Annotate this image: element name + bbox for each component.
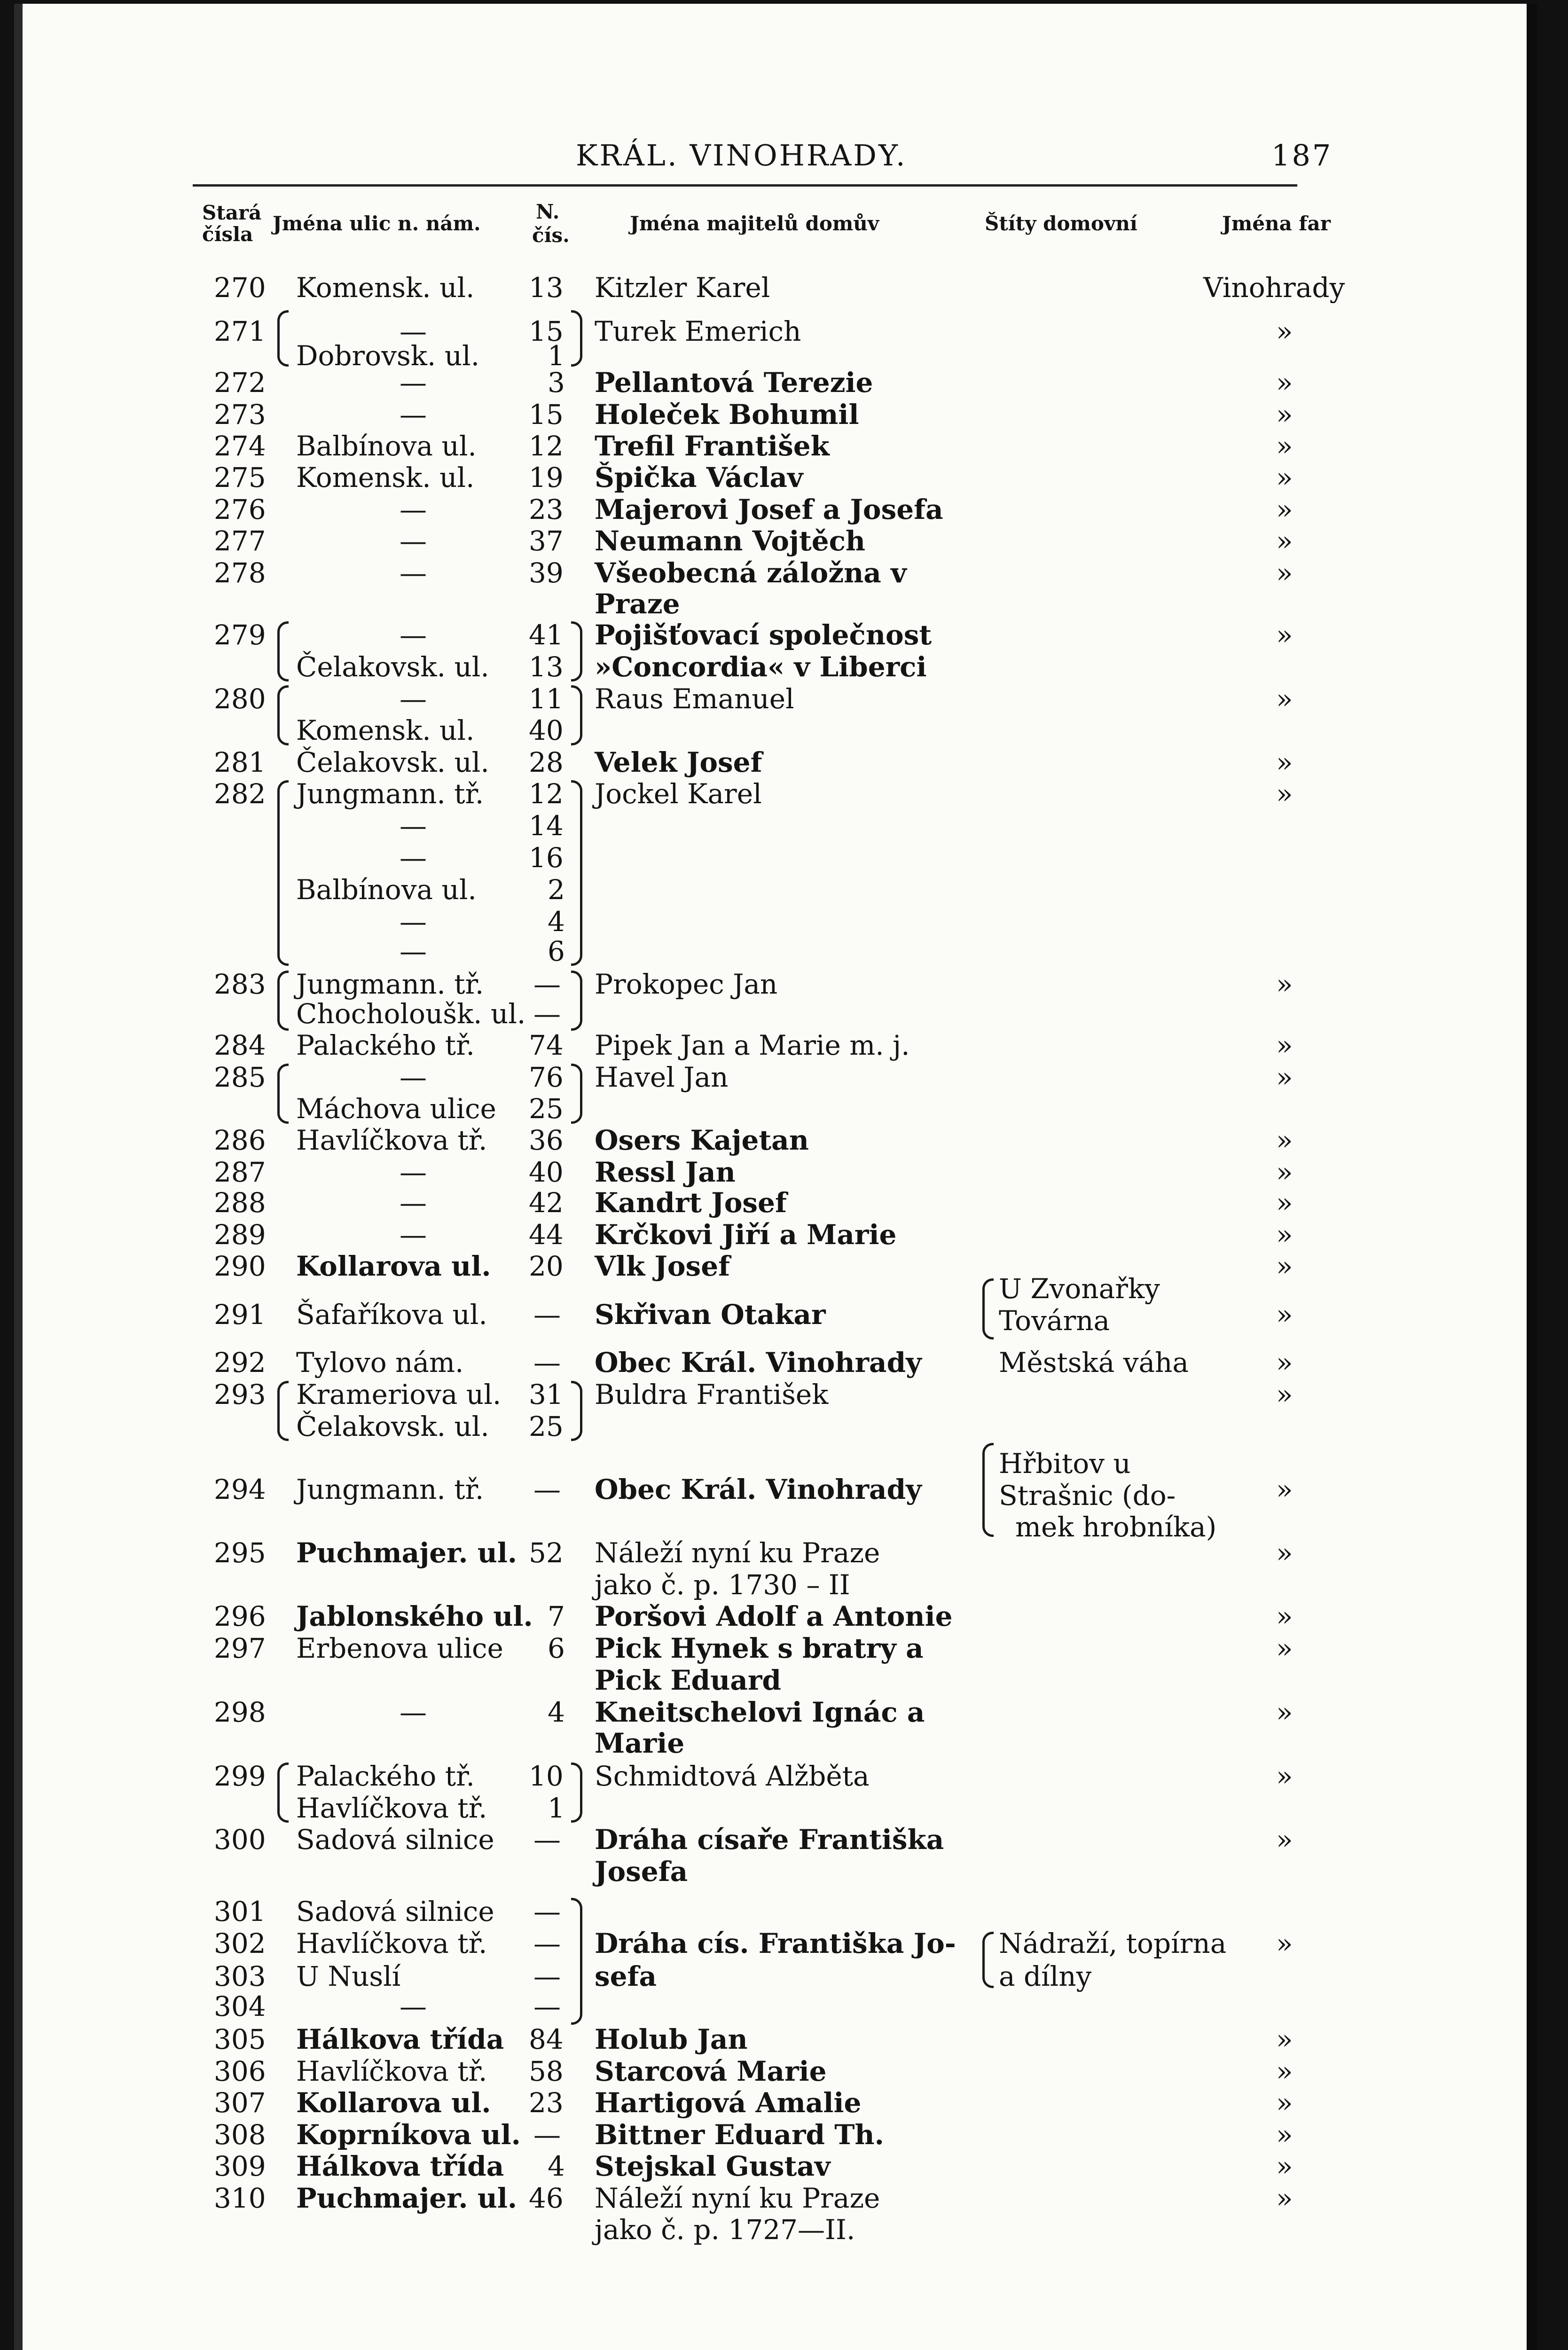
parish-name: »: [1276, 1927, 1293, 1959]
owner-name: Buldra František: [595, 1379, 829, 1410]
house-number: 23: [529, 494, 564, 525]
col-header-parish: Jména far: [1222, 212, 1331, 235]
house-number: 25: [529, 1093, 564, 1125]
right-brace: [571, 621, 582, 682]
owner-name: Holeček Bohumil: [595, 399, 859, 431]
left-brace: [277, 971, 289, 1031]
house-number: 15: [529, 315, 564, 347]
house-sign: Továrna: [999, 1305, 1110, 1337]
street-name: Erbenova ulice: [296, 1632, 503, 1664]
street-name: Chocholoušk. ul.: [296, 998, 526, 1030]
house-number: 14: [529, 810, 564, 842]
street-name: —: [400, 1990, 427, 2022]
owner-name: Schmidtová Alžběta: [595, 1760, 870, 1792]
row-number: 309: [214, 2150, 266, 2182]
house-number: 52: [529, 1537, 564, 1569]
house-number: 12: [529, 778, 564, 810]
row-number: 295: [214, 1537, 266, 1569]
row-number: 307: [214, 2087, 266, 2119]
col-header-street: Jména ulic n. nám.: [273, 212, 481, 235]
owner-name: Ressl Jan: [595, 1156, 736, 1188]
house-number: 1: [548, 340, 565, 372]
house-number: —: [533, 1299, 561, 1331]
parish-name: »: [1276, 619, 1293, 651]
street-name: Havlíčkova tř.: [296, 1927, 487, 1959]
parish-name: »: [1276, 746, 1293, 778]
parish-name: »: [1276, 1379, 1293, 1410]
street-name: Palackého tř.: [296, 1760, 475, 1792]
right-brace: [571, 1898, 582, 2025]
left-brace: [982, 1932, 994, 1988]
right-brace: [571, 780, 582, 966]
house-number: —: [533, 1824, 561, 1856]
left-brace: [277, 780, 289, 966]
house-number: 28: [529, 746, 564, 778]
owner-name: Kandrt Josef: [595, 1187, 787, 1219]
right-brace: [571, 1064, 582, 1124]
street-name: —: [400, 810, 427, 842]
row-number: 292: [214, 1347, 266, 1379]
col-header-house-signs: Štíty domovní: [985, 212, 1137, 235]
parish-name: »: [1276, 1824, 1293, 1856]
street-name: Komensk. ul.: [296, 272, 475, 304]
house-number: —: [533, 1990, 561, 2022]
street-name: Čelakovsk. ul.: [296, 746, 489, 778]
parish-name: »: [1276, 1537, 1293, 1569]
house-number: 3: [548, 367, 565, 399]
house-number: 4: [548, 2150, 565, 2182]
parish-name: »: [1276, 2182, 1293, 2214]
house-sign: mek hrobníka): [1015, 1511, 1217, 1543]
street-name: Puchmajer. ul.: [296, 2182, 517, 2214]
parish-name: »: [1276, 778, 1293, 810]
row-number: 282: [214, 778, 266, 810]
street-name: —: [400, 906, 427, 938]
owner-name: Hartigová Amalie: [595, 2087, 862, 2119]
parish-name: »: [1276, 430, 1293, 462]
parish-name: »: [1276, 2150, 1293, 2182]
parish-name: »: [1276, 1156, 1293, 1188]
left-brace: [982, 1278, 994, 1340]
row-number: 294: [214, 1473, 266, 1505]
row-number: 278: [214, 557, 266, 589]
row-number: 271: [214, 315, 266, 347]
row-number: 286: [214, 1124, 266, 1156]
house-number: 74: [529, 1029, 564, 1061]
parish-name: »: [1276, 2087, 1293, 2119]
row-number: 297: [214, 1632, 266, 1664]
owner-name: Raus Emanuel: [595, 683, 794, 715]
page-number: 187: [1271, 138, 1333, 172]
street-name: Čelakovsk. ul.: [296, 651, 489, 683]
left-brace: [277, 1381, 289, 1441]
left-brace: [277, 310, 289, 367]
house-sign: a dílny: [999, 1960, 1092, 1992]
row-number: 283: [214, 968, 266, 1000]
house-sign: U Zvonařky: [999, 1273, 1160, 1305]
owner-name: Pick Hynek s bratry a: [595, 1632, 924, 1664]
parish-name: »: [1276, 315, 1293, 347]
house-number: 16: [529, 842, 564, 874]
row-number: 281: [214, 746, 266, 778]
street-name: —: [400, 494, 427, 525]
owner-name: Pellantová Terezie: [595, 367, 873, 399]
owner-name: Kneitschelovi Ignác a: [595, 1696, 925, 1728]
street-name: Kollarova ul.: [296, 2087, 491, 2119]
row-number: 285: [214, 1061, 266, 1093]
row-number: 289: [214, 1219, 266, 1251]
left-brace: [982, 1443, 994, 1537]
house-number: 42: [529, 1187, 564, 1219]
row-number: 300: [214, 1824, 266, 1856]
street-name: —: [400, 619, 427, 651]
street-name: —: [400, 557, 427, 589]
owner-name: Bittner Eduard Th.: [595, 2119, 884, 2151]
house-number: 15: [529, 399, 564, 431]
owner-name: Pick Eduard: [595, 1664, 781, 1696]
owner-name: Kitzler Karel: [595, 272, 770, 304]
street-name: Dobrovsk. ul.: [296, 340, 480, 372]
street-name: —: [400, 399, 427, 431]
row-number: 279: [214, 619, 266, 651]
house-number: —: [533, 2119, 561, 2151]
house-number: 37: [529, 525, 564, 557]
owner-name: Havel Jan: [595, 1061, 729, 1093]
street-name: —: [400, 525, 427, 557]
row-number: 288: [214, 1187, 266, 1219]
street-name: Koprníkova ul.: [296, 2119, 521, 2151]
street-name: Komensk. ul.: [296, 714, 475, 746]
street-name: —: [400, 935, 427, 967]
street-name: Čelakovsk. ul.: [296, 1410, 489, 1442]
owner-name: Špička Václav: [595, 462, 803, 494]
owner-name: Poršovi Adolf a Antonie: [595, 1600, 953, 1632]
street-name: Máchova ulice: [296, 1093, 496, 1125]
owner-name: Holub Jan: [595, 2023, 748, 2055]
house-number: —: [533, 998, 561, 1030]
house-number: 6: [548, 935, 565, 967]
owner-name: Velek Josef: [595, 746, 762, 778]
parish-name: »: [1276, 557, 1293, 589]
parish-name: »: [1276, 1696, 1293, 1728]
street-name: Hálkova třída: [296, 2150, 504, 2182]
running-title: KRÁL. VINOHRADY.: [576, 138, 907, 172]
house-number: —: [533, 1347, 561, 1379]
house-number: 12: [529, 430, 564, 462]
right-brace: [571, 1381, 582, 1441]
row-number: 275: [214, 462, 266, 494]
left-brace: [277, 621, 289, 682]
parish-name: »: [1276, 1061, 1293, 1093]
owner-name: Všeobecná záložna v: [595, 557, 907, 589]
parish-name: »: [1276, 462, 1293, 494]
row-number: 280: [214, 683, 266, 715]
col-header-owners: Jména majitelů domův: [630, 212, 879, 235]
row-number: 291: [214, 1299, 266, 1331]
owner-name: Náleží nyní ku Praze: [595, 1537, 880, 1569]
street-name: Sadová silnice: [296, 1824, 494, 1856]
house-number: 41: [529, 619, 564, 651]
street-name: Kollarova ul.: [296, 1250, 491, 1282]
parish-name: »: [1276, 399, 1293, 431]
parish-name: »: [1276, 2023, 1293, 2055]
col-header-old-number-2: čísla: [202, 223, 253, 246]
owner-name: Obec Král. Vinohrady: [595, 1347, 922, 1379]
street-name: Havlíčkova tř.: [296, 2055, 487, 2087]
row-number: 274: [214, 430, 266, 462]
owner-name: »Concordia« v Liberci: [595, 651, 927, 683]
street-name: Tylovo nám.: [296, 1347, 464, 1379]
house-number: 40: [529, 714, 564, 746]
parish-name: »: [1276, 683, 1293, 715]
right-brace: [571, 1762, 582, 1823]
street-name: Jungmann. tř.: [296, 778, 484, 810]
street-name: Balbínova ul.: [296, 874, 477, 906]
owner-name: Stejskal Gustav: [595, 2150, 831, 2182]
parish-name: »: [1276, 1219, 1293, 1251]
book-page: [14, 4, 1537, 2350]
header-rule: [193, 184, 1297, 187]
street-name: —: [400, 1156, 427, 1188]
parish-name: »: [1276, 1250, 1293, 1282]
owner-name: Neumann Vojtěch: [595, 525, 866, 557]
house-number: 4: [548, 1696, 565, 1728]
parish-name: »: [1276, 367, 1293, 399]
street-name: Jungmann. tř.: [296, 968, 484, 1000]
owner-name: Praze: [595, 588, 680, 620]
row-number: 290: [214, 1250, 266, 1282]
street-name: —: [400, 683, 427, 715]
house-number: 19: [529, 462, 564, 494]
owner-name: Majerovi Josef a Josefa: [595, 494, 943, 525]
owner-name: sefa: [595, 1960, 657, 1992]
row-number: 276: [214, 494, 266, 525]
house-number: 44: [529, 1219, 564, 1251]
house-number: —: [533, 1473, 561, 1505]
house-number: 46: [529, 2182, 564, 2214]
street-name: —: [400, 367, 427, 399]
row-number: 303: [214, 1960, 266, 1992]
house-number: 6: [548, 1632, 565, 1664]
street-name: Puchmajer. ul.: [296, 1537, 517, 1569]
house-number: 76: [529, 1061, 564, 1093]
parish-name: »: [1276, 1760, 1293, 1792]
street-name: —: [400, 1696, 427, 1728]
house-number: 10: [529, 1760, 564, 1792]
col-header-new-number: N.: [536, 200, 560, 223]
row-number: 298: [214, 1696, 266, 1728]
house-number: —: [533, 1896, 561, 1927]
owner-name: Pojišťovací společnost: [595, 619, 932, 651]
house-number: 25: [529, 1410, 564, 1442]
owner-name: Vlk Josef: [595, 1250, 730, 1282]
row-number: 299: [214, 1760, 266, 1792]
owner-name: Krčkovi Jiří a Marie: [595, 1219, 897, 1251]
row-number: 301: [214, 1896, 266, 1927]
street-name: Jablonského ul.: [296, 1600, 533, 1632]
street-name: Sadová silnice: [296, 1896, 494, 1927]
left-brace: [277, 1064, 289, 1124]
house-number: 1: [548, 1792, 565, 1824]
row-number: 305: [214, 2023, 266, 2055]
house-number: 2: [548, 874, 565, 906]
house-number: —: [533, 968, 561, 1000]
parish-name: Vinohrady: [1203, 272, 1345, 304]
owner-name: Náleží nyní ku Praze: [595, 2182, 880, 2214]
street-name: —: [400, 1187, 427, 1219]
house-number: 20: [529, 1250, 564, 1282]
street-name: —: [400, 1219, 427, 1251]
owner-name: Trefil František: [595, 430, 830, 462]
row-number: 272: [214, 367, 266, 399]
owner-name: Starcová Marie: [595, 2055, 827, 2087]
parish-name: »: [1276, 1029, 1293, 1061]
row-number: 304: [214, 1990, 266, 2022]
house-number: —: [533, 1927, 561, 1959]
parish-name: »: [1276, 2055, 1293, 2087]
col-header-new-number-2: čís.: [532, 224, 570, 247]
house-number: 39: [529, 557, 564, 589]
house-number: 11: [529, 683, 564, 715]
row-number: 270: [214, 272, 266, 304]
owner-name: Jockel Karel: [595, 778, 762, 810]
owner-name: Prokopec Jan: [595, 968, 778, 1000]
row-number: 293: [214, 1379, 266, 1410]
parish-name: »: [1276, 1473, 1293, 1505]
house-number: 58: [529, 2055, 564, 2087]
house-number: 84: [529, 2023, 564, 2055]
row-number: 287: [214, 1156, 266, 1188]
street-name: —: [400, 1061, 427, 1093]
row-number: 296: [214, 1600, 266, 1632]
row-number: 277: [214, 525, 266, 557]
row-number: 284: [214, 1029, 266, 1061]
street-name: Balbínova ul.: [296, 430, 477, 462]
house-number: 7: [548, 1600, 565, 1632]
parish-name: »: [1276, 1124, 1293, 1156]
row-number: 306: [214, 2055, 266, 2087]
owner-name: Dráha cís. Františka Jo-: [595, 1927, 956, 1959]
street-name: —: [400, 315, 427, 347]
right-brace: [571, 971, 582, 1031]
row-number: 302: [214, 1927, 266, 1959]
right-brace: [571, 310, 582, 367]
row-number: 273: [214, 399, 266, 431]
owner-name: jako č. p. 1727—II.: [595, 2214, 855, 2246]
street-name: Hálkova třída: [296, 2023, 504, 2055]
owner-name: Obec Král. Vinohrady: [595, 1473, 922, 1505]
street-name: U Nuslí: [296, 1960, 401, 1992]
street-name: Krameriova ul.: [296, 1379, 502, 1410]
owner-name: Josefa: [595, 1856, 688, 1888]
house-number: 36: [529, 1124, 564, 1156]
house-sign: Nádraží, topírna: [999, 1927, 1227, 1959]
owner-name: Marie: [595, 1727, 685, 1759]
left-brace: [277, 1762, 289, 1823]
owner-name: Osers Kajetan: [595, 1124, 809, 1156]
house-number: 31: [529, 1379, 564, 1410]
row-number: 308: [214, 2119, 266, 2151]
house-number: 13: [529, 651, 564, 683]
owner-name: jako č. p. 1730 – II: [595, 1569, 850, 1601]
parish-name: »: [1276, 2119, 1293, 2151]
street-name: Jungmann. tř.: [296, 1473, 484, 1505]
row-number: 310: [214, 2182, 266, 2214]
street-name: Komensk. ul.: [296, 462, 475, 494]
owner-name: Pipek Jan a Marie m. j.: [595, 1029, 910, 1061]
house-number: 23: [529, 2087, 564, 2119]
street-name: Palackého tř.: [296, 1029, 475, 1061]
owner-name: Skřivan Otakar: [595, 1299, 826, 1331]
parish-name: »: [1276, 1600, 1293, 1632]
right-brace: [571, 685, 582, 745]
street-name: Havlíčkova tř.: [296, 1124, 487, 1156]
house-number: 40: [529, 1156, 564, 1188]
left-brace: [277, 685, 289, 745]
house-sign: Strašnic (do-: [999, 1480, 1176, 1512]
col-header-old-number: Stará: [202, 201, 262, 224]
house-sign: Hřbitov u: [999, 1448, 1131, 1480]
street-name: —: [400, 842, 427, 874]
parish-name: »: [1276, 1299, 1293, 1331]
parish-name: »: [1276, 1632, 1293, 1664]
owner-name: Turek Emerich: [595, 315, 801, 347]
parish-name: »: [1276, 494, 1293, 525]
street-name: Havlíčkova tř.: [296, 1792, 487, 1824]
house-number: —: [533, 1960, 561, 1992]
owner-name: Dráha císaře Františka: [595, 1824, 944, 1856]
parish-name: »: [1276, 968, 1293, 1000]
parish-name: »: [1276, 525, 1293, 557]
street-name: Šafaříkova ul.: [296, 1299, 487, 1331]
parish-name: »: [1276, 1187, 1293, 1219]
house-sign: Městská váha: [999, 1347, 1189, 1379]
parish-name: »: [1276, 1347, 1293, 1379]
house-number: 13: [529, 272, 564, 304]
house-number: 4: [548, 906, 565, 938]
